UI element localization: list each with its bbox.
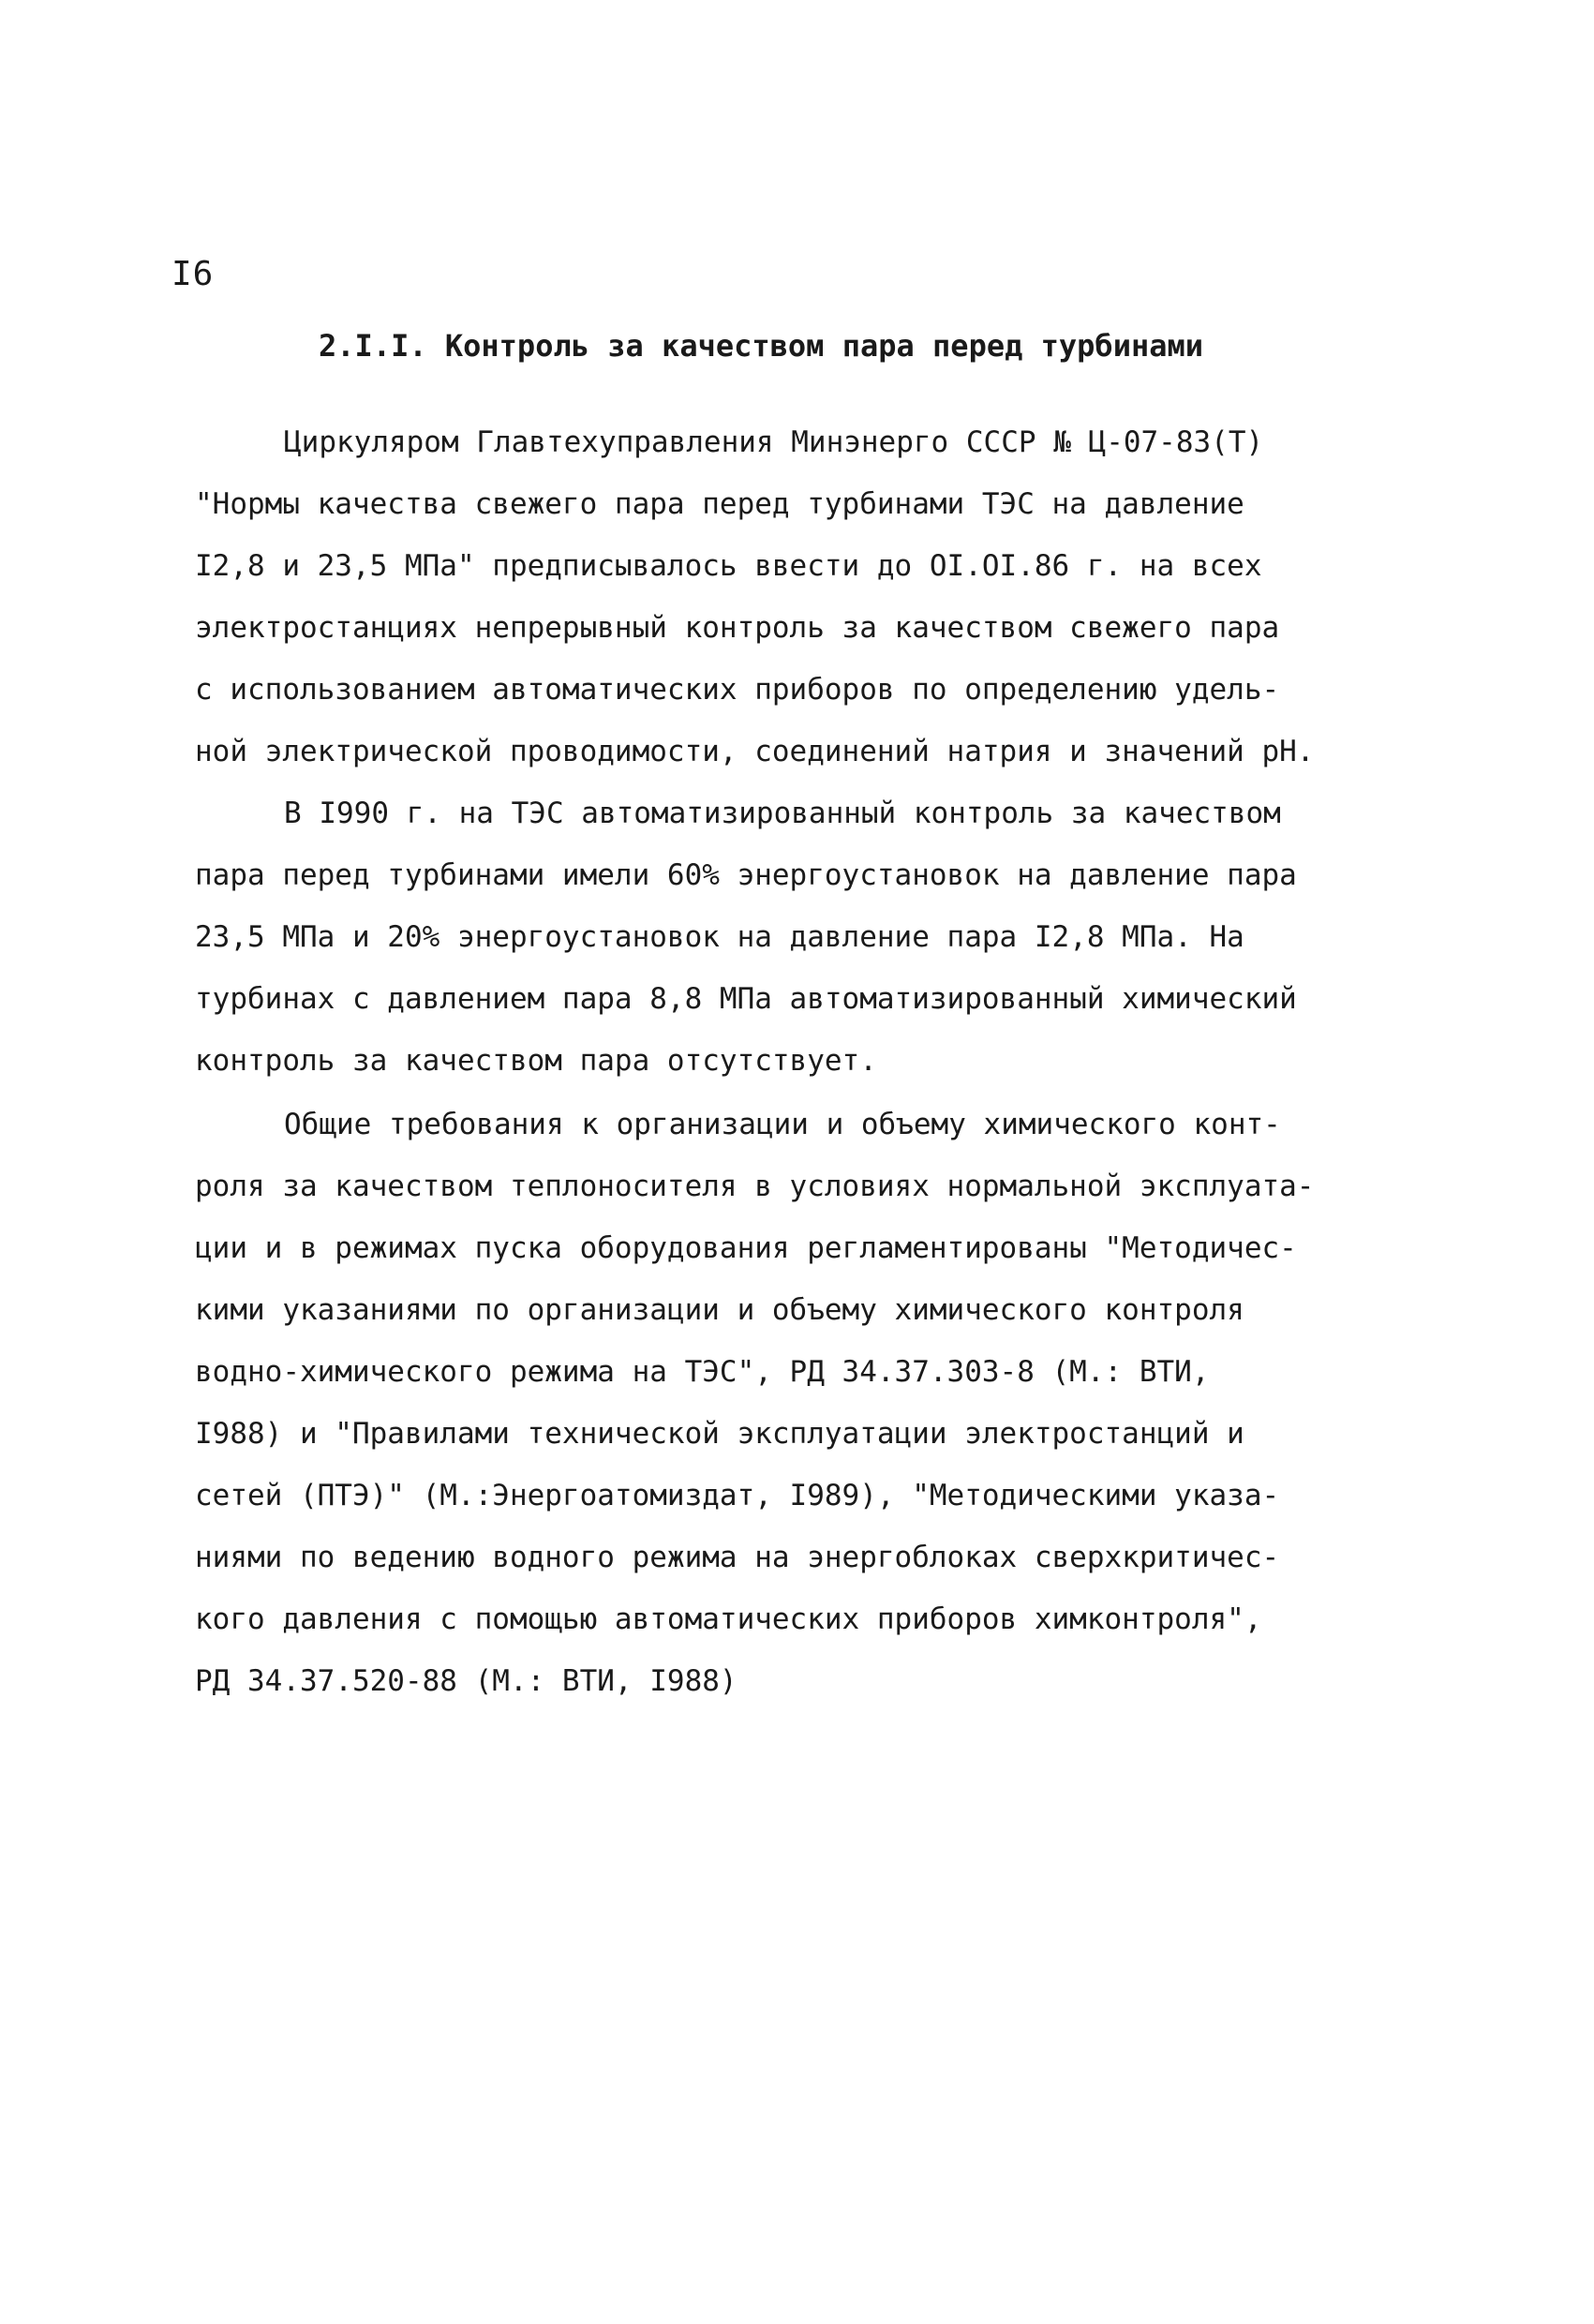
text-line: I988) и "Правилами технической эксплуатации электростанций и [195, 1417, 1244, 1451]
text-line: В I990 г. на ТЭС автоматизированный контроль за качеством [284, 797, 1281, 830]
text-line: "Нормы качества свежего пара перед турбинами ТЭС на давление [195, 487, 1244, 521]
text-line: электростанциях непрерывный контроль за качеством свежего пара [195, 611, 1280, 645]
text-line: 23,5 МПа и 20% энергоустановок на давление пара I2,8 МПа. На [195, 920, 1244, 954]
text-line: сетей (ПТЭ)" (М.:Энергоатомиздат, I989), "Методическими указа- [195, 1479, 1280, 1512]
text-line: кими указаниями по организации и объему химического контроля [195, 1293, 1244, 1327]
text-line: турбинах с давлением пара 8,8 МПа автоматизированный химический [195, 982, 1297, 1016]
text-line: водно-химического режима на ТЭС", РД 34.37.303-8 (М.: ВТИ, [195, 1355, 1210, 1389]
text-line: Циркуляром Главтехуправления Минэнерго СССР № Ц-07-83(Т) [284, 425, 1264, 459]
text-line: РД 34.37.520-88 (М.: ВТИ, I988) [195, 1664, 737, 1698]
text-line: контроль за качеством пара отсутствует. [195, 1044, 877, 1078]
page-number: I6 [171, 255, 215, 293]
section-heading: 2.I.I. Контроль за качеством пара перед турбинами [319, 328, 1204, 364]
text-line: пара перед турбинами имели 60% энергоустановок на давление пара [195, 858, 1297, 892]
text-line: кого давления с помощью автоматических приборов химконтроля", [195, 1602, 1262, 1636]
text-line: Общие требования к организации и объему химического конт- [284, 1108, 1281, 1141]
text-line: ниями по ведению водного режима на энергоблоках сверхкритичес- [195, 1541, 1280, 1574]
text-line: ной электрической проводимости, соединений натрия и значений рН. [195, 735, 1315, 768]
text-line: ции и в режимах пуска оборудования регламентированы "Методичес- [195, 1231, 1297, 1265]
text-line: I2,8 и 23,5 МПа" предписывалось ввести до OI.OI.86 г. на всех [195, 549, 1262, 583]
text-line: с использованием автоматических приборов по определению удель- [195, 673, 1280, 707]
text-line: роля за качеством теплоносителя в условиях нормальной эксплуата- [195, 1169, 1315, 1203]
